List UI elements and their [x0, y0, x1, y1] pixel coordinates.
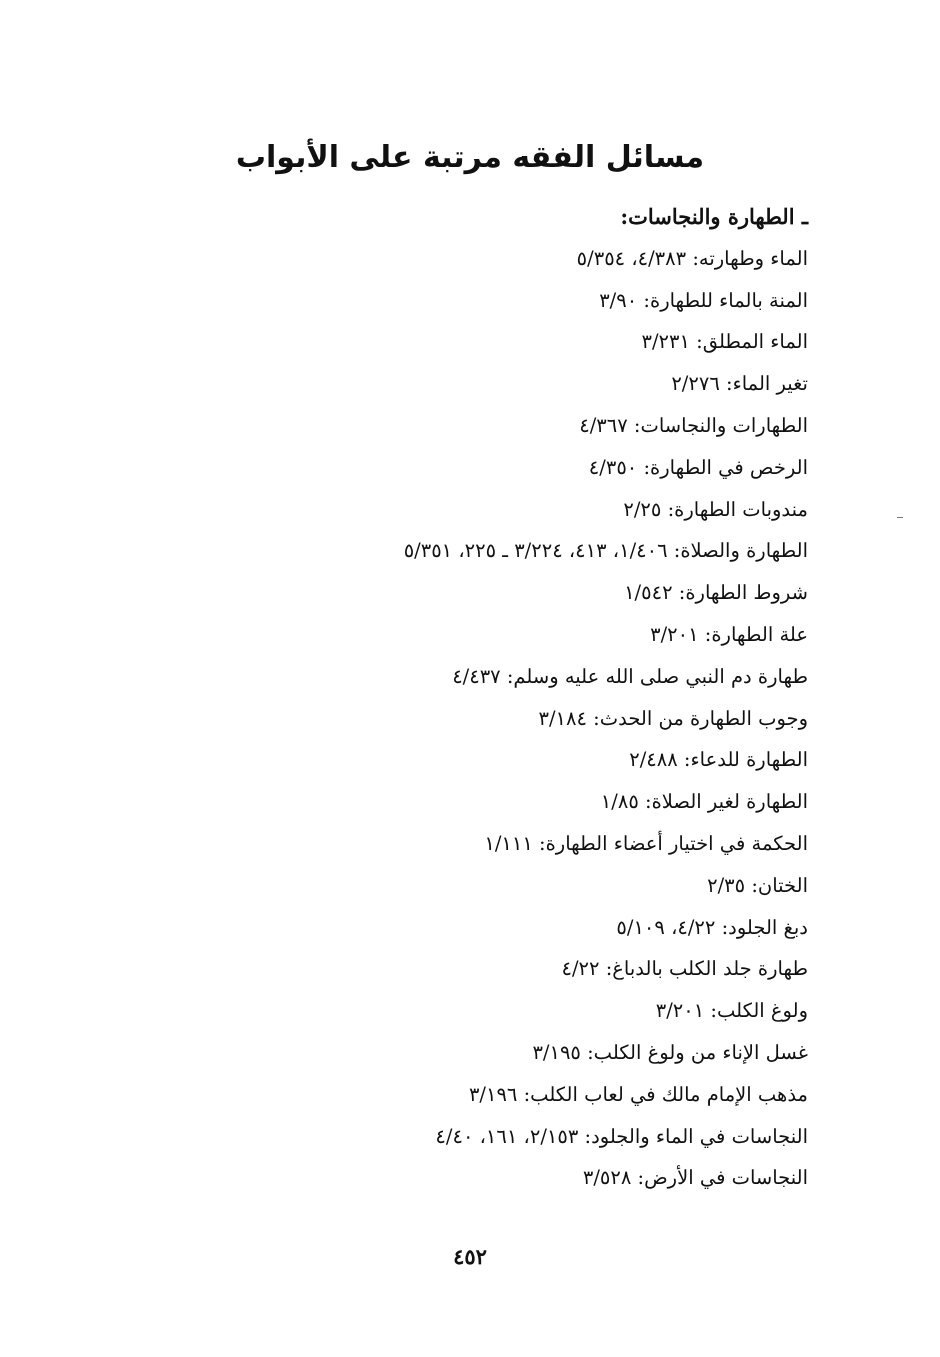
index-entry	[108, 739, 808, 781]
entry-label: المنة بالماء للطهارة:	[643, 288, 808, 312]
index-entry-list	[108, 196, 808, 1199]
entry-label: الماء وطهارته:	[692, 246, 808, 270]
entry-label: شروط الطهارة:	[678, 581, 808, 605]
entry-reference: ٢/٢٥	[623, 497, 662, 521]
entry-reference: ٣/١٩٦	[468, 1082, 518, 1106]
index-entry	[108, 948, 808, 990]
entry-reference: ٢/٢٧٦	[671, 372, 720, 396]
index-entry	[108, 656, 808, 698]
index-entry	[108, 363, 808, 405]
entry-reference: ٢/٣٥	[707, 873, 746, 897]
index-entry	[108, 823, 808, 865]
entry-label: النجاسات في الأرض:	[637, 1166, 808, 1190]
index-entry	[108, 238, 808, 280]
entry-label: الرخص في الطهارة:	[643, 455, 808, 479]
index-entry	[108, 447, 808, 489]
entry-reference: ١/١١١	[484, 831, 533, 855]
index-entry	[108, 698, 808, 740]
entry-label: دبغ الجلود:	[721, 915, 808, 939]
index-entry	[108, 990, 808, 1032]
page-number: ٤٥٢	[453, 1244, 487, 1269]
entry-label: تغير الماء:	[726, 372, 808, 396]
index-entry	[108, 489, 808, 531]
entry-reference: ٣/٢٣١	[641, 330, 690, 354]
entry-label: الحكمة في اختيار أعضاء الطهارة:	[539, 831, 808, 855]
index-entry	[108, 1157, 808, 1199]
entry-label: ولوغ الكلب:	[710, 999, 808, 1023]
entry-reference: ١/٤٠٦، ٤١٣، ٣/٢٢٤ ـ ٢٢٥، ٥/٣٥١	[403, 539, 668, 563]
index-entry	[108, 1074, 808, 1116]
entry-reference: ٣/٥٢٨	[582, 1166, 632, 1190]
entry-label: علة الطهارة:	[704, 622, 808, 646]
entry-label: النجاسات في الماء والجلود:	[584, 1124, 808, 1148]
entry-reference: ١/٨٥	[600, 790, 639, 814]
entry-label: مذهب الإمام مالك في لعاب الكلب:	[523, 1082, 808, 1106]
index-entry	[108, 907, 808, 949]
index-entry	[108, 614, 808, 656]
entry-reference: ٤/٣٨٣، ٥/٣٥٤	[576, 246, 687, 270]
entry-reference: ٣/١٨٤	[538, 706, 587, 730]
index-entry	[108, 405, 808, 447]
index-entry	[108, 1116, 808, 1158]
margin-mark	[897, 517, 903, 518]
entry-reference: ١/٥٤٢	[624, 581, 673, 605]
index-entry	[108, 530, 808, 572]
index-entry	[108, 280, 808, 322]
entry-reference: ٣/١٩٥	[532, 1040, 581, 1064]
entry-label: وجوب الطهارة من الحدث:	[593, 706, 808, 730]
entry-label: الختان:	[751, 873, 808, 897]
entry-label: الطهارات والنجاسات:	[633, 413, 808, 437]
entry-label: الطهارة للدعاء:	[683, 748, 808, 772]
entry-reference: ٣/٢٠١	[655, 999, 705, 1023]
entry-label: الطهارة لغير الصلاة:	[645, 790, 808, 814]
entry-label: طهارة جلد الكلب بالدباغ:	[605, 957, 808, 981]
index-entry	[108, 781, 808, 823]
entry-reference: ٣/٩٠	[599, 288, 638, 312]
section-heading: ـ الطهارة والنجاسات:	[620, 204, 808, 229]
index-entry	[108, 321, 808, 363]
entry-reference: ٤/٣٥٠	[588, 455, 638, 479]
entry-label: غسل الإناء من ولوغ الكلب:	[587, 1040, 808, 1064]
index-entry	[108, 572, 808, 614]
index-entry	[108, 1032, 808, 1074]
index-entry	[108, 865, 808, 907]
entry-reference: ٤/٣٦٧	[579, 413, 628, 437]
entry-reference: ٤/٤٣٧	[452, 664, 501, 688]
entry-label: مندوبات الطهارة:	[667, 497, 808, 521]
entry-reference: ٢/٤٨٨	[629, 748, 678, 772]
entry-reference: ٣/٢٠١	[650, 622, 699, 646]
entry-label: الماء المطلق:	[696, 330, 808, 354]
page-title: مسائل الفقه مرتبة على الأبواب	[235, 140, 705, 176]
entry-label: الطهارة والصلاة:	[673, 539, 808, 563]
entry-reference: ٢/١٥٣، ١٦١، ٤/٤٠	[435, 1124, 579, 1148]
entry-label: طهارة دم النبي صلى الله عليه وسلم:	[506, 664, 808, 688]
entry-reference: ٤/٢٢، ٥/١٠٩	[616, 915, 716, 939]
entry-reference: ٤/٢٢	[561, 957, 600, 981]
